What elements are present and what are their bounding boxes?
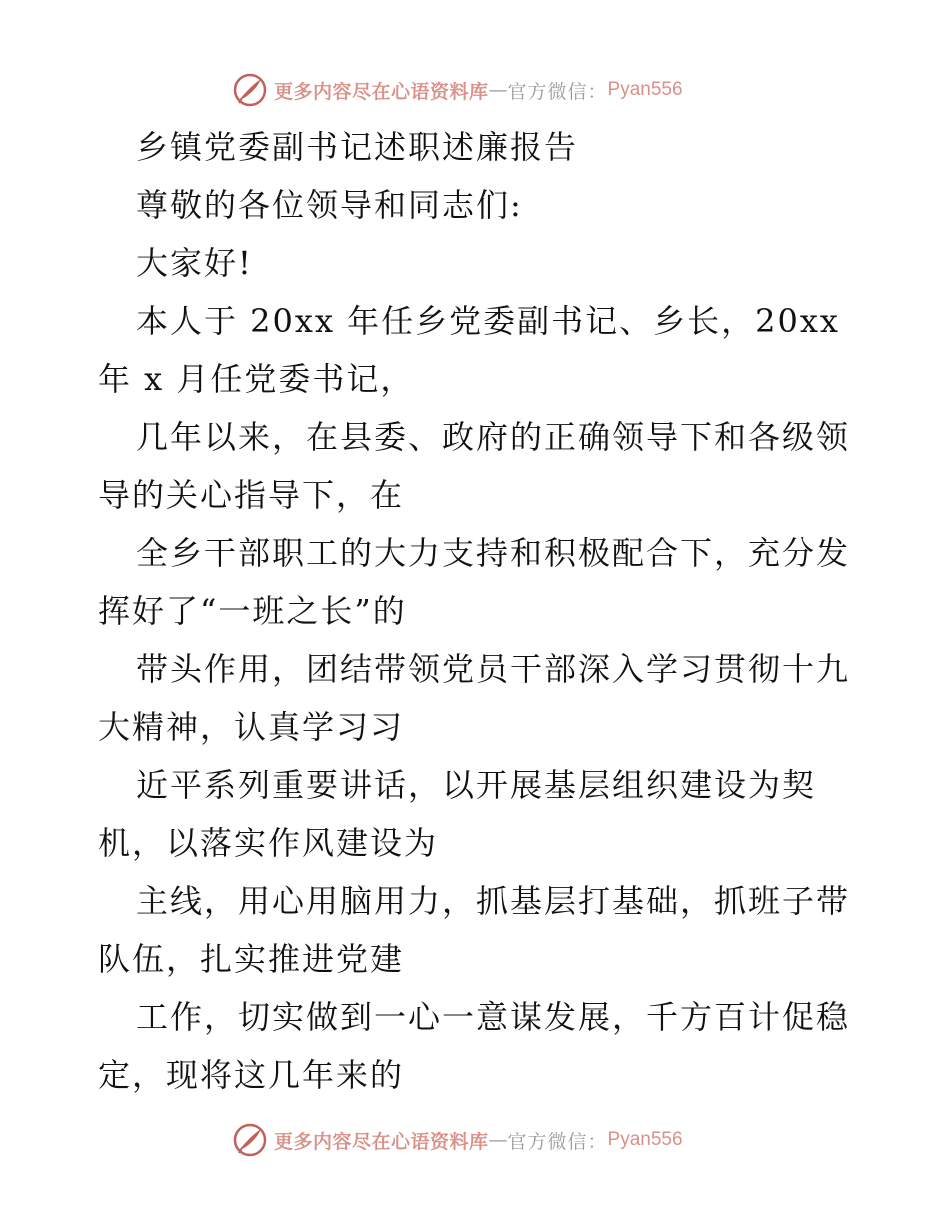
paragraph-line: 大精神，认真学习习 — [98, 708, 405, 746]
quill-circle-icon — [232, 72, 268, 108]
paragraph-line: 导的关心指导下，在 — [98, 476, 405, 514]
paragraph-line: 队伍，扎实推进党建 — [98, 940, 405, 978]
wechat-account: Pyan556 — [607, 1129, 683, 1150]
footer-banner — [232, 1120, 683, 1160]
paragraph-line: 年 x 月任党委书记， — [98, 360, 415, 398]
banner-dash: — — [488, 1129, 508, 1151]
wechat-label: 官方微信： — [507, 1130, 608, 1153]
paragraph-line: 挥好了“一班之长”的 — [98, 592, 407, 630]
site-name: 更多内容尽在心语资料库 — [274, 1130, 489, 1153]
paragraph-line: 定，现将这几年来的 — [98, 1056, 405, 1094]
quill-circle-icon — [232, 1122, 268, 1158]
header-banner — [232, 70, 683, 110]
paragraph-line: 工作，切实做到一心一意谋发展，千方百计促稳 — [136, 998, 851, 1036]
greeting: 大家好! — [136, 244, 253, 282]
paragraph-line: 主线，用心用脑用力，抓基层打基础，抓班子带 — [136, 882, 851, 920]
paragraph-line: 机，以落实作风建设为 — [98, 824, 439, 862]
paragraph-line: 带头作用，团结带领党员干部深入学习贯彻十九 — [136, 650, 851, 688]
paragraph-line: 几年以来，在县委、政府的正确领导下和各级领 — [136, 418, 851, 456]
paragraph-line: 本人于 20xx 年任乡党委副书记、乡长，20xx — [136, 302, 840, 340]
document-title: 乡镇党委副书记述职述廉报告 — [136, 128, 579, 166]
document-body — [98, 118, 858, 1104]
paragraph-line: 全乡干部职工的大力支持和积极配合下，充分发 — [136, 534, 851, 572]
banner-dash: — — [488, 79, 508, 101]
wechat-account: Pyan556 — [607, 79, 683, 100]
salutation: 尊敬的各位领导和同志们: — [136, 186, 523, 224]
site-name: 更多内容尽在心语资料库 — [274, 80, 489, 103]
wechat-label: 官方微信： — [507, 80, 608, 103]
paragraph-line: 近平系列重要讲话，以开展基层组织建设为契 — [136, 766, 817, 804]
